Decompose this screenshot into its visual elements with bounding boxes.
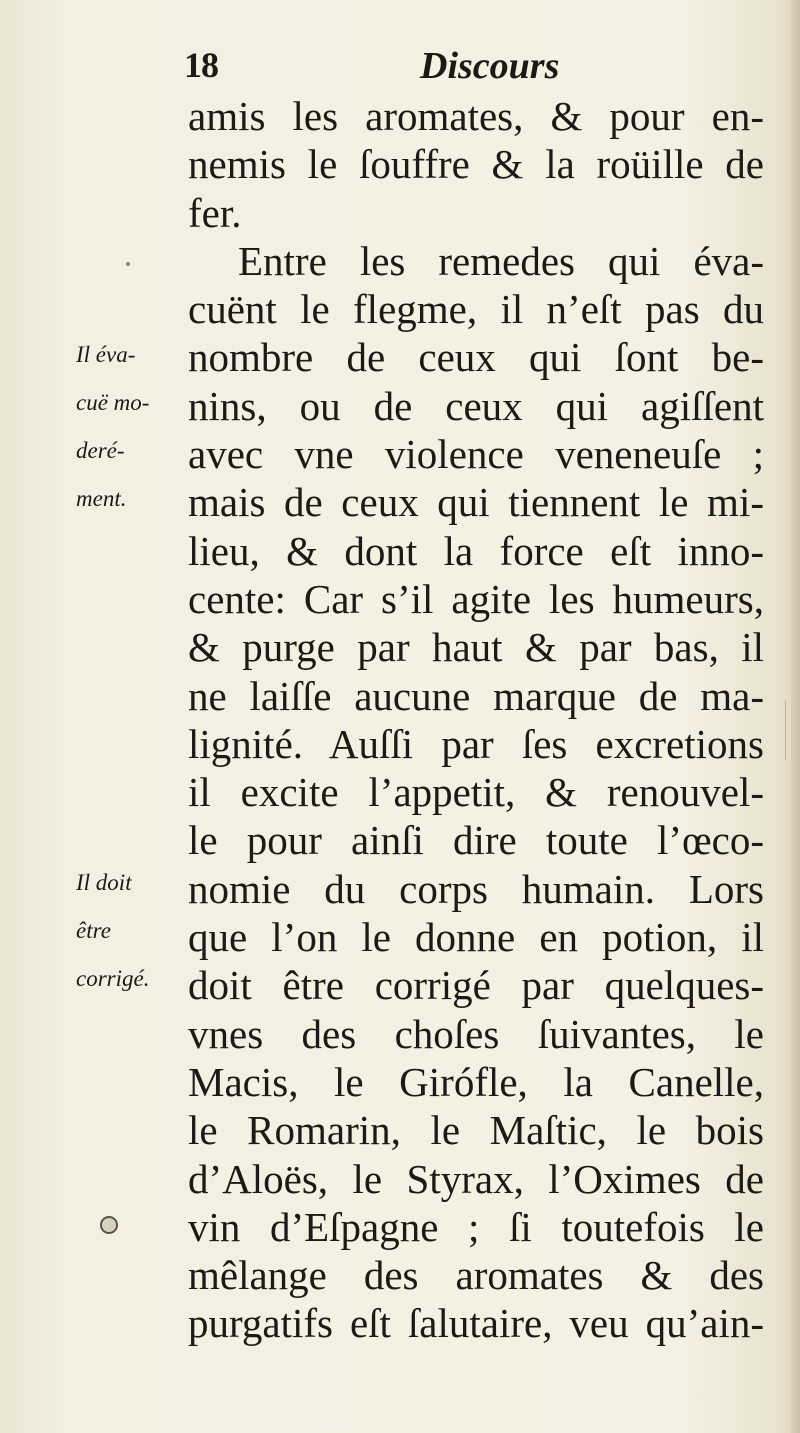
ink-spot: [126, 262, 130, 266]
text-line: amis les aromates, & pour en-: [188, 93, 764, 139]
margin-note: deré-: [76, 438, 125, 463]
page-edge: [791, 0, 800, 1433]
margin-note: Il doit: [76, 870, 132, 895]
text-line: nombre de ceux qui ſont be-: [188, 334, 764, 381]
text-line: fer.: [188, 189, 242, 236]
text-line: le Romarin, le Maſtic, le bois: [188, 1107, 764, 1154]
text-line: le pour ainſi dire toute l’œco-: [188, 817, 764, 864]
margin-note: Il éva-: [76, 342, 136, 367]
text-line: mais de ceux qui tiennent le mi-: [188, 479, 764, 526]
text-line: il excite l’appetit, & renouvel-: [188, 769, 764, 816]
text-line: cuënt le flegme, il n’eſt pas du: [188, 286, 764, 333]
text-line: nomie du corps humain. Lors: [188, 865, 764, 912]
text-line: que l’on le donne en potion, il: [188, 914, 764, 961]
text-line: doit être corrigé par quelques-: [188, 962, 764, 1009]
text-line: ne laiſſe aucune marque de ma-: [188, 672, 764, 719]
text-line: purgatifs eſt ſalutaire, veu qu’ain-: [188, 1300, 764, 1347]
small-ring-mark: [100, 1216, 118, 1234]
margin-note: ment.: [76, 486, 127, 511]
text-line: lieu, & dont la force eſt inno-: [188, 527, 764, 574]
text-line: avec vne violence veneneuſe ;: [188, 431, 764, 478]
page-edge-mark: [785, 700, 786, 760]
running-head: Discours: [420, 45, 560, 87]
margin-note: corrigé.: [76, 966, 150, 991]
text-line: Entre les remedes qui éva-: [238, 237, 764, 284]
margin-note: être: [76, 918, 111, 943]
text-line: d’Aloës, le Styrax, l’Oximes de: [188, 1155, 764, 1202]
page-number: 18: [184, 45, 218, 85]
text-line: mêlange des aromates & des: [188, 1252, 764, 1299]
text-line: Macis, le Girófle, la Canelle,: [188, 1058, 764, 1105]
body-text: [188, 92, 764, 1348]
text-line: & purge par haut & par bas, il: [188, 624, 764, 671]
text-line: lignité. Auſſi par ſes excretions: [188, 720, 764, 767]
text-line: cente: Car s’il agite les humeurs,: [188, 575, 764, 622]
page-header: [0, 40, 800, 90]
text-line: nemis le ſouffre & la roüille de: [188, 141, 764, 188]
text-line: vin d’Eſpagne ; ſi toutefois le: [188, 1203, 764, 1250]
text-line: vnes des choſes ſuivantes, le: [188, 1010, 764, 1057]
margin-note: cuë mo-: [76, 390, 150, 415]
text-line: nins, ou de ceux qui agiſſent: [188, 382, 764, 429]
